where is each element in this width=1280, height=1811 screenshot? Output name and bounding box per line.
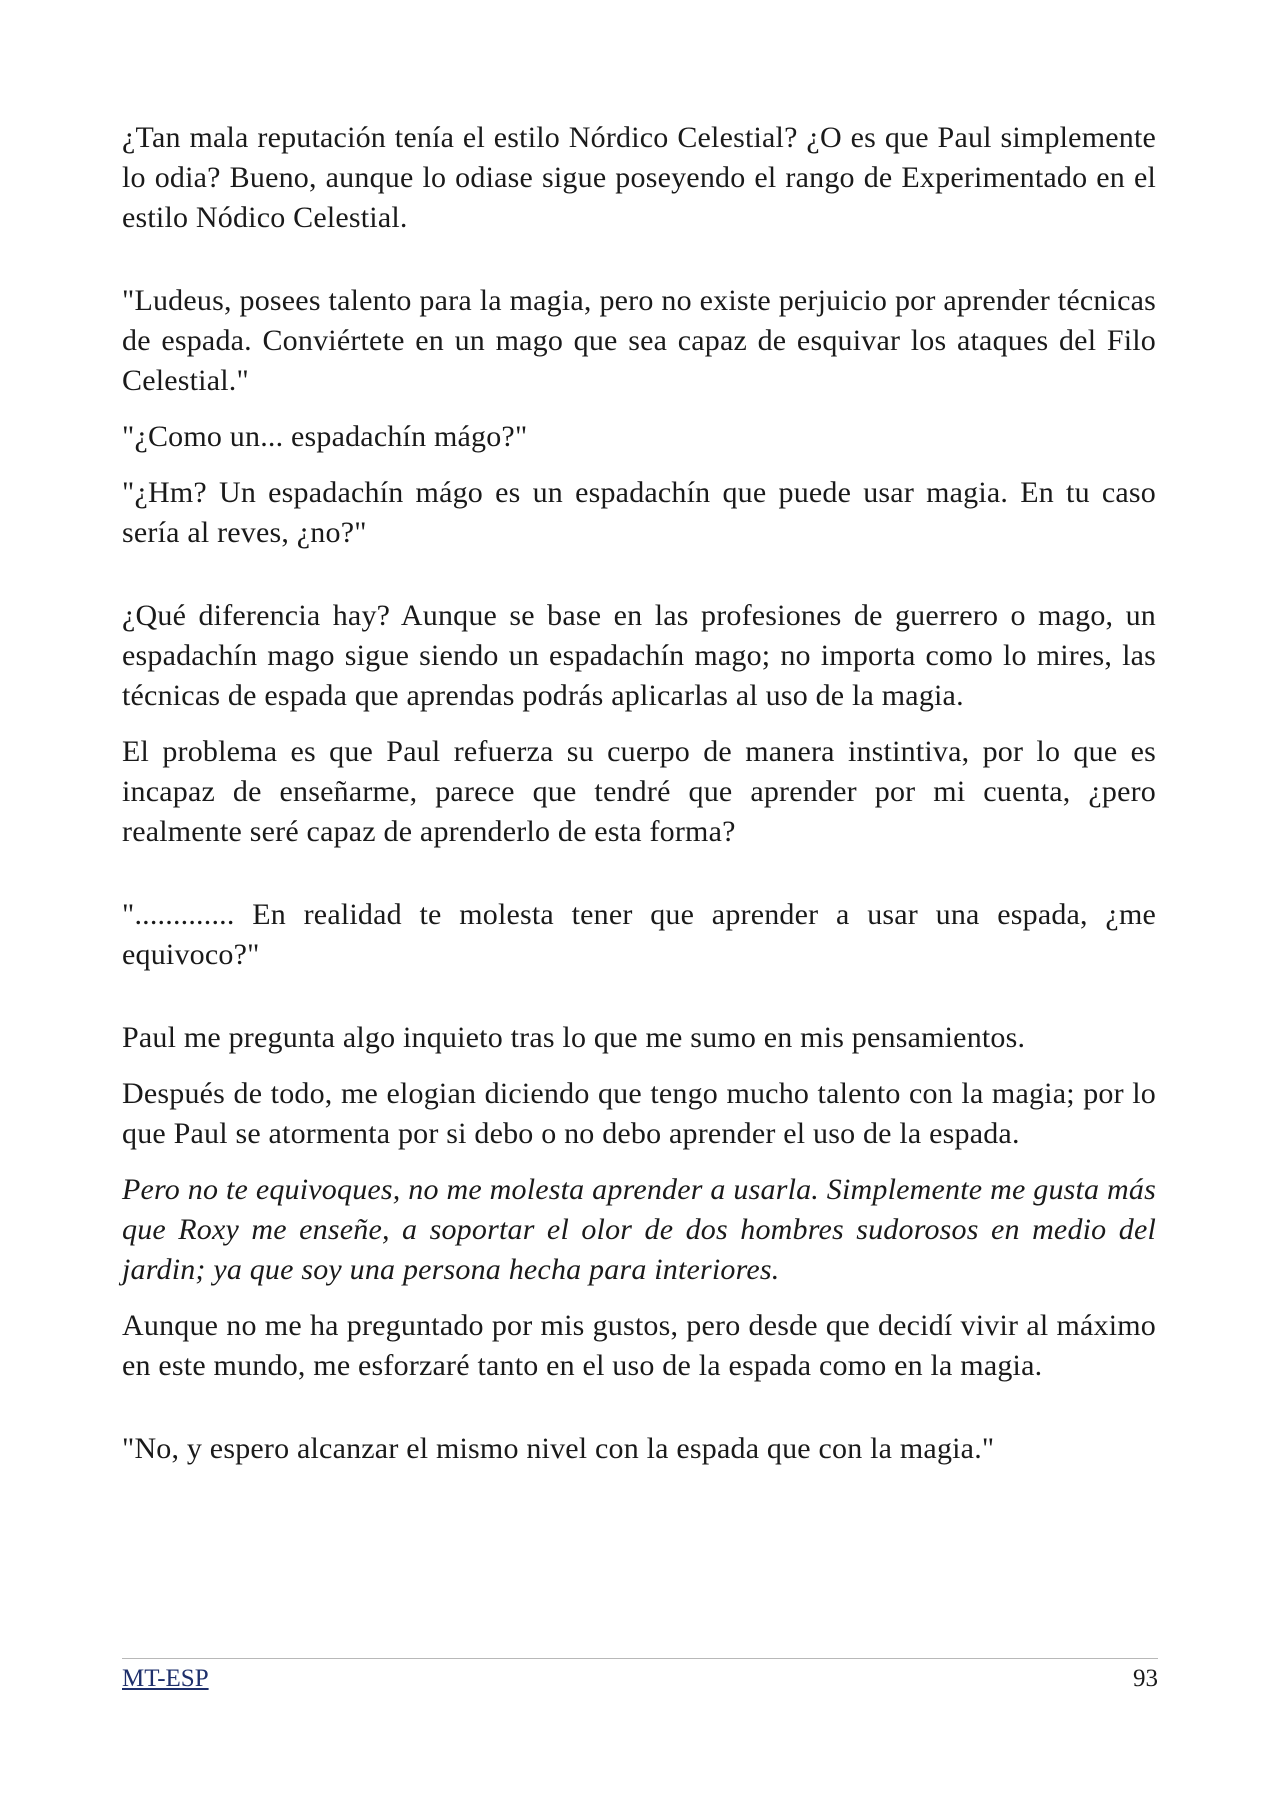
page-number: 93 [1133, 1665, 1158, 1692]
paragraph: ¿Tan mala reputación tenía el estilo Nórdico Celestial? ¿O es que Paul simplemente lo odia? Bueno, aunque lo odiase sigue poseyendo el rango de Experimentado en el estilo Nódico Celestial. [122, 121, 1156, 234]
paragraph: El problema es que Paul refuerza su cuerpo de manera instintiva, por lo que es incapaz de enseñarme, parece que tendré que aprender por mi cuenta, ¿pero realmente seré capaz de aprenderlo de esta forma? [122, 735, 1156, 848]
paragraph: "¿Como un... espadachín mágo?" [122, 420, 528, 453]
paragraph: Después de todo, me elogian diciendo que tengo mucho talento con la magia; por lo que Paul se atormenta por si debo o no debo aprender el uso de la espada. [122, 1077, 1156, 1150]
paragraph: Paul me pregunta algo inquieto tras lo que me sumo en mis pensamientos. [122, 1021, 1026, 1054]
page-body [122, 118, 1156, 1469]
paragraph: "Ludeus, posees talento para la magia, pero no existe perjuicio por aprender técnicas de espada. Conviértete en un mago que sea capaz de esquivar los ataques del Filo Celestial." [122, 284, 1156, 397]
paragraph: ¿Qué diferencia hay? Aunque se base en las profesiones de guerrero o mago, un espadachín mago sigue siendo un espadachín mago; no importa como lo mires, las técnicas de espada que aprendas podrás aplicarlas al uso de la magia. [122, 599, 1156, 712]
paragraph: "No, y espero alcanzar el mismo nivel con la espada que con la magia." [122, 1432, 995, 1465]
paragraph: "............. En realidad te molesta tener que aprender a usar una espada, ¿me equivoco?" [122, 898, 1156, 971]
footer-link[interactable]: MT-ESP [122, 1665, 209, 1692]
italic-paragraph: Pero no te equivoques, no me molesta aprender a usarla. Simplemente me gusta más que Roxy me enseñe, a soportar el olor de dos hombres sudorosos en medio del jardin; ya que soy una persona hecha para interiores. [122, 1173, 1156, 1286]
page-footer [122, 1658, 1158, 1695]
paragraph: Aunque no me ha preguntado por mis gustos, pero desde que decidí vivir al máximo en este mundo, me esforzaré tanto en el uso de la espada como en la magia. [122, 1309, 1156, 1382]
paragraph: "¿Hm? Un espadachín mágo es un espadachín que puede usar magia. En tu caso sería al reves, ¿no?" [122, 476, 1156, 549]
